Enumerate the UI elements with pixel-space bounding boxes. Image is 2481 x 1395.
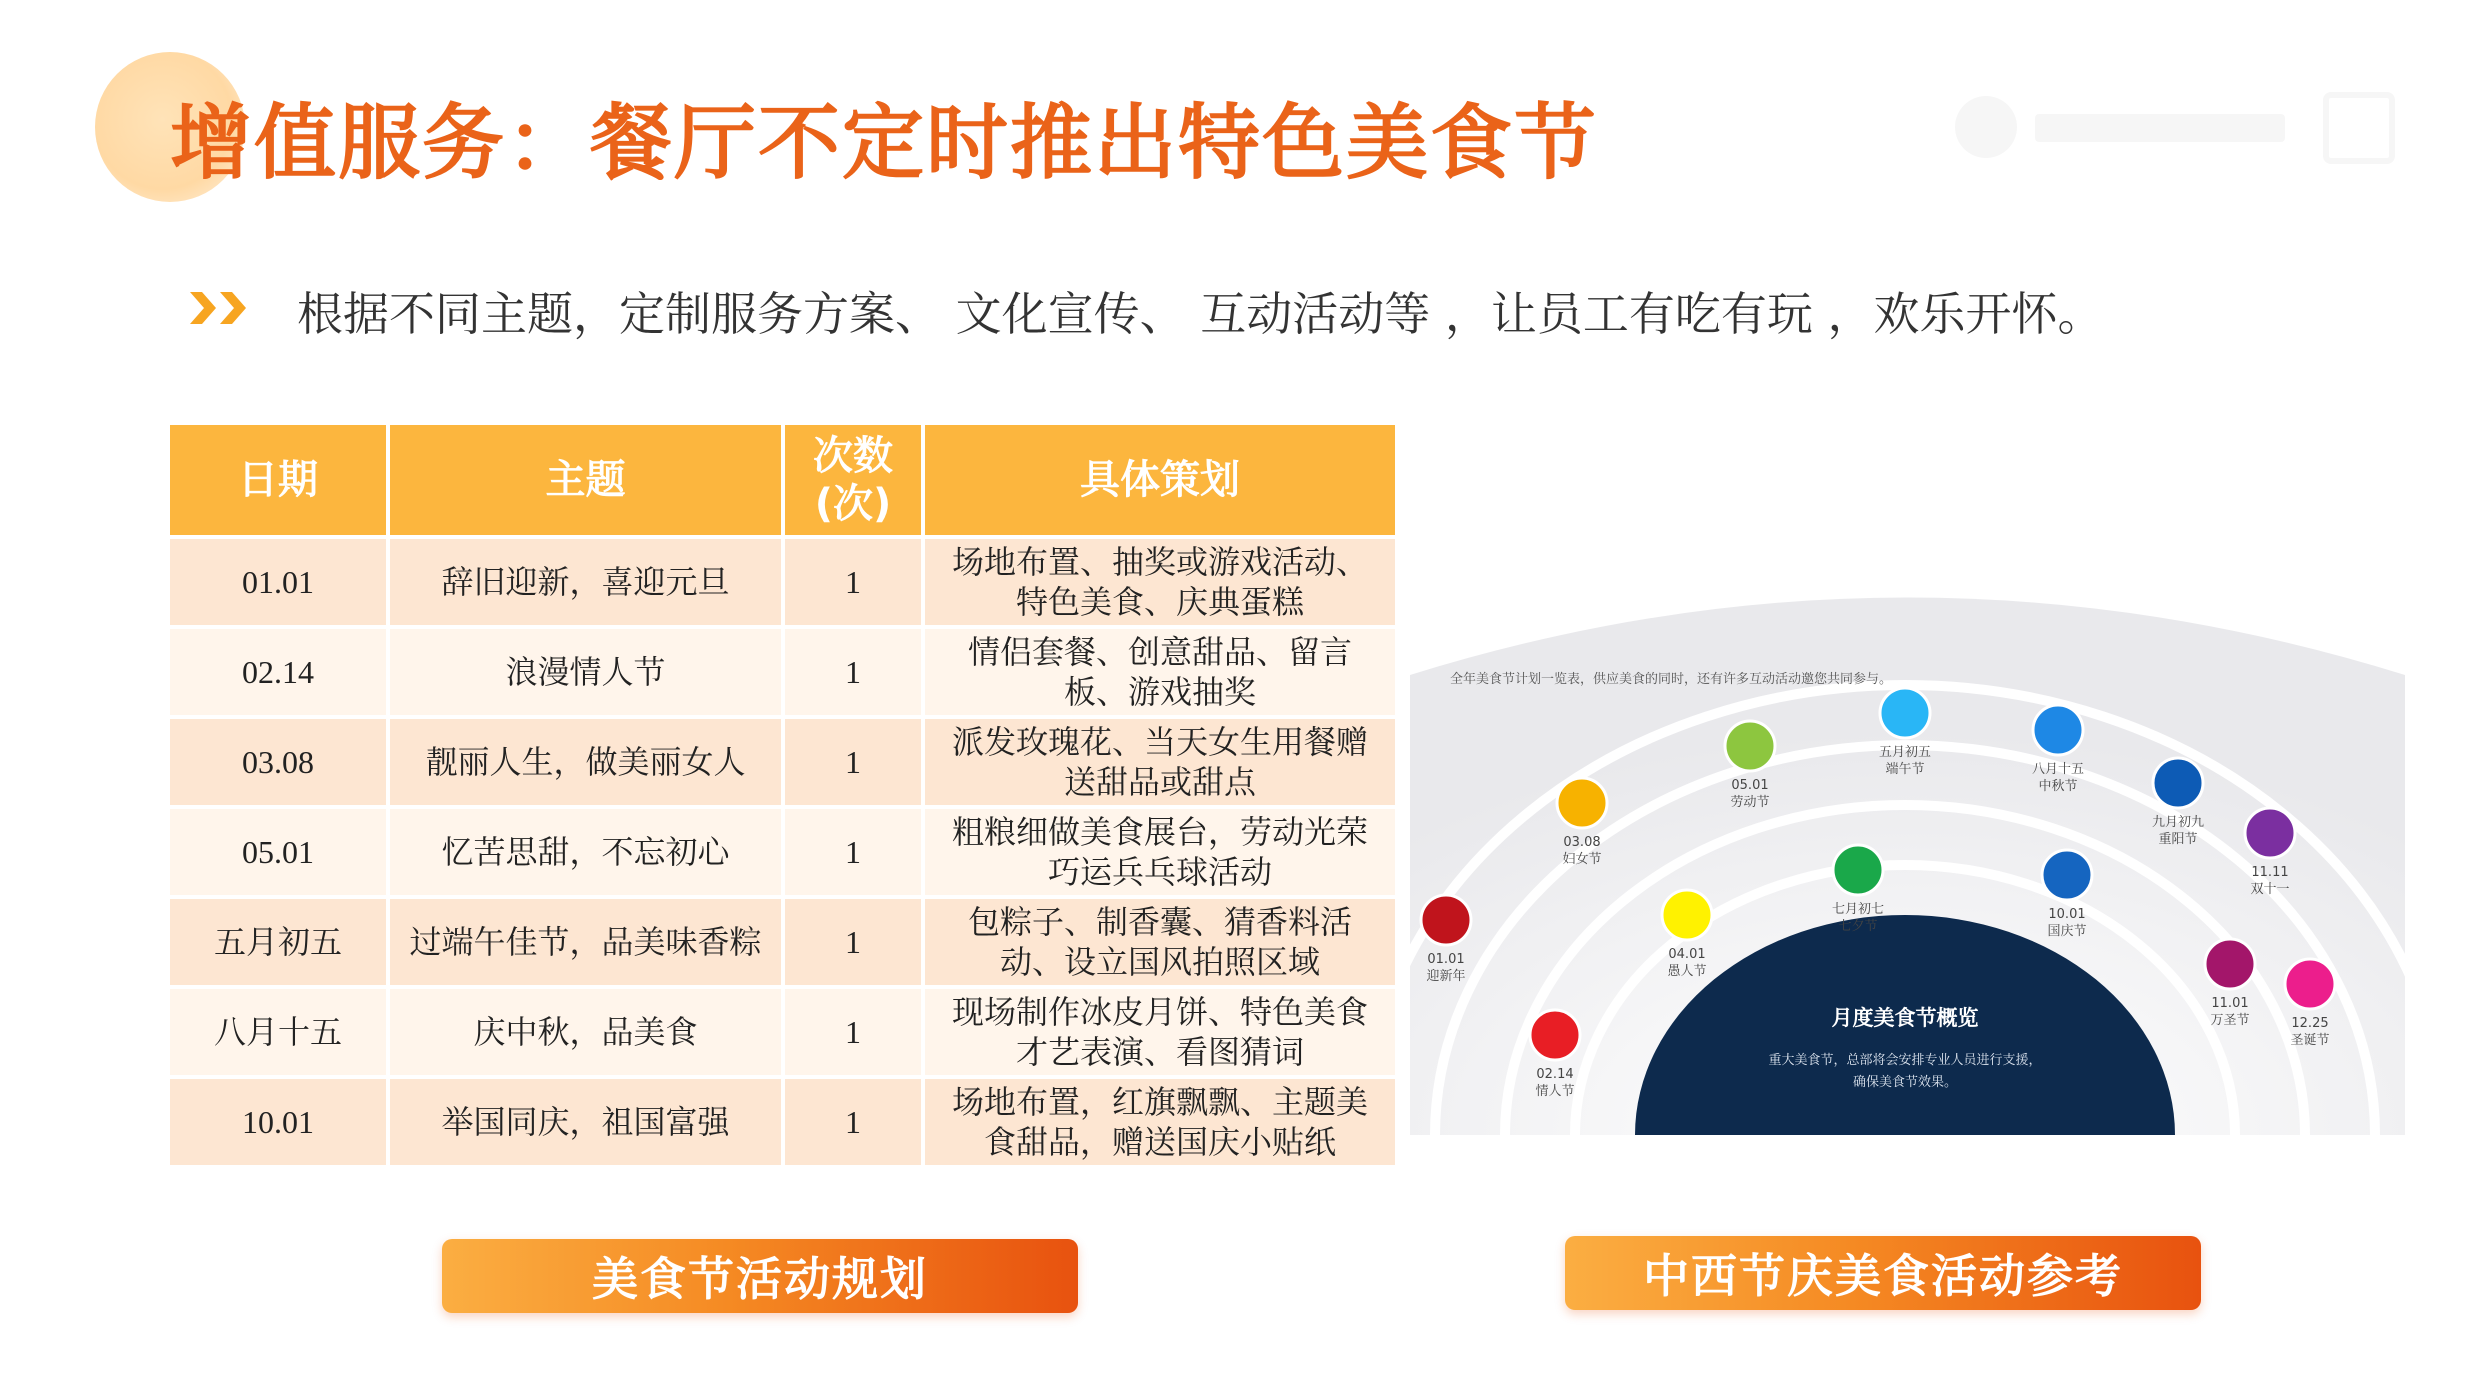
festival-name: 国庆节	[2047, 924, 2087, 939]
festival-name: 万圣节	[2210, 1013, 2250, 1028]
table-row	[170, 715, 1395, 805]
festival-date: 04.01	[1668, 947, 1706, 962]
festival-date: 五月初五	[1878, 745, 1932, 760]
table-row	[170, 1075, 1395, 1165]
header-date: 日期	[170, 425, 390, 535]
festival-name: 端午节	[1885, 762, 1925, 777]
festival-arc-diagram	[1410, 580, 2405, 1135]
festival-date: 11.01	[2211, 996, 2249, 1011]
festival-date: 九月初九	[2151, 815, 2205, 830]
festival-date: 01.01	[1427, 952, 1465, 967]
cell-plan: 情侣套餐、创意甜品、留言板、游戏抽奖	[925, 625, 1395, 715]
festival-name: 情人节	[1535, 1084, 1575, 1099]
cell-date: 八月十五	[170, 985, 390, 1075]
cell-theme: 浪漫情人节	[390, 625, 785, 715]
festival-dot	[1833, 845, 1883, 895]
festival-marker	[2042, 850, 2092, 939]
cell-date: 02.14	[170, 625, 390, 715]
festival-date: 10.01	[2048, 907, 2086, 922]
watermark-logo-icon	[1955, 96, 2017, 158]
festival-dot	[2205, 939, 2255, 989]
cell-theme: 靓丽人生，做美丽女人	[390, 715, 785, 805]
festival-name: 妇女节	[1562, 852, 1602, 867]
festival-name: 迎新年	[1426, 969, 1466, 984]
table-row	[170, 805, 1395, 895]
festival-dot	[1557, 778, 1607, 828]
festival-marker	[1662, 890, 1712, 979]
festival-name: 劳动节	[1730, 795, 1770, 810]
cell-count: 1	[785, 895, 925, 985]
festival-marker	[1530, 1010, 1580, 1099]
diagram-center-title: 月度美食节概览	[1831, 1006, 1979, 1030]
festival-dot	[2285, 959, 2335, 1009]
cell-count: 1	[785, 715, 925, 805]
festival-dot	[2033, 705, 2083, 755]
table-header-row	[170, 425, 1395, 535]
festival-dot	[1662, 890, 1712, 940]
cell-date: 五月初五	[170, 895, 390, 985]
cell-plan: 场地布置、抽奖或游戏活动、特色美食、庆典蛋糕	[925, 535, 1395, 625]
cell-date: 10.01	[170, 1075, 390, 1165]
festival-dot	[2153, 758, 2203, 808]
food-festival-plan-label: 美食节活动规划	[442, 1239, 1078, 1313]
cell-count: 1	[785, 805, 925, 895]
cell-date: 03.08	[170, 715, 390, 805]
cell-plan: 粗粮细做美食展台，劳动光荣巧运兵乓球活动	[925, 805, 1395, 895]
cell-theme: 忆苦思甜，不忘初心	[390, 805, 785, 895]
cell-count: 1	[785, 1075, 925, 1165]
cell-theme: 辞旧迎新，喜迎元旦	[390, 535, 785, 625]
header-count: 次数 (次)	[785, 425, 925, 535]
festival-date: 12.25	[2291, 1016, 2329, 1031]
watermark-text-mark	[2035, 114, 2285, 142]
festival-date: 七月初七	[1831, 902, 1885, 917]
festival-name: 中秋节	[2038, 779, 2078, 794]
cell-theme: 举国同庆，祖国富强	[390, 1075, 785, 1165]
cell-plan: 包粽子、制香囊、猜香料活动、设立国风拍照区域	[925, 895, 1395, 985]
cell-count: 1	[785, 625, 925, 715]
cell-date: 01.01	[170, 535, 390, 625]
header-theme: 主题	[390, 425, 785, 535]
festival-marker	[2245, 808, 2295, 897]
table-row	[170, 535, 1395, 625]
cell-count: 1	[785, 535, 925, 625]
festival-plan-table	[170, 425, 1395, 1165]
festival-dot	[1421, 895, 1471, 945]
festival-marker	[2205, 939, 2255, 1028]
cell-count: 1	[785, 985, 925, 1075]
festival-date: 11.11	[2251, 865, 2289, 880]
cell-plan: 派发玫瑰花、当天女生用餐赠送甜品或甜点	[925, 715, 1395, 805]
festival-name: 重阳节	[2158, 832, 2198, 847]
cell-theme: 过端午佳节，品美味香粽	[390, 895, 785, 985]
festival-date: 03.08	[1563, 835, 1601, 850]
festival-dot	[1880, 688, 1930, 738]
double-chevron-icon	[190, 288, 260, 328]
festival-marker	[2285, 959, 2335, 1048]
festival-name: 七夕节	[1838, 919, 1878, 934]
festival-marker	[1421, 895, 1471, 984]
table-row	[170, 895, 1395, 985]
header-plan: 具体策划	[925, 425, 1395, 535]
festival-date: 八月十五	[2031, 762, 2085, 777]
festival-dot	[2245, 808, 2295, 858]
brand-watermark	[1955, 92, 2395, 162]
diagram-center-text-1: 重大美食节，总部将会安排专业人员进行支援，	[1768, 1053, 2042, 1068]
festival-name: 双十一	[2250, 882, 2290, 897]
cell-theme: 庆中秋，品美食	[390, 985, 785, 1075]
page-title: 增值服务：餐厅不定时推出特色美食节	[170, 96, 1599, 191]
table-row	[170, 625, 1395, 715]
festival-reference-label: 中西节庆美食活动参考	[1565, 1236, 2201, 1310]
cell-plan: 现场制作冰皮月饼、特色美食才艺表演、看图猜词	[925, 985, 1395, 1075]
page-subtitle: 根据不同主题，定制服务方案、 文化宣传、 互动活动等 ，让员工有吃有玩 ，欢乐开怀。	[297, 287, 2104, 341]
cell-plan: 场地布置，红旗飘飘、主题美食甜品，赠送国庆小贴纸	[925, 1075, 1395, 1165]
cell-date: 05.01	[170, 805, 390, 895]
diagram-center-text-2: 确保美食节效果。	[1852, 1075, 1958, 1090]
festival-dot	[1530, 1010, 1580, 1060]
table-row	[170, 985, 1395, 1075]
festival-date: 02.14	[1536, 1067, 1574, 1082]
festival-marker	[1557, 778, 1607, 867]
watermark-box-icon	[2323, 92, 2395, 164]
festival-name: 圣诞节	[2290, 1033, 2330, 1048]
festival-marker	[1725, 721, 1775, 810]
diagram-intro: 全年美食节计划一览表，供应美食的同时，还有许多互动活动邀您共同参与。	[1450, 672, 1893, 687]
festival-name: 愚人节	[1667, 964, 1707, 979]
festival-date: 05.01	[1731, 778, 1769, 793]
festival-dot	[2042, 850, 2092, 900]
festival-dot	[1725, 721, 1775, 771]
